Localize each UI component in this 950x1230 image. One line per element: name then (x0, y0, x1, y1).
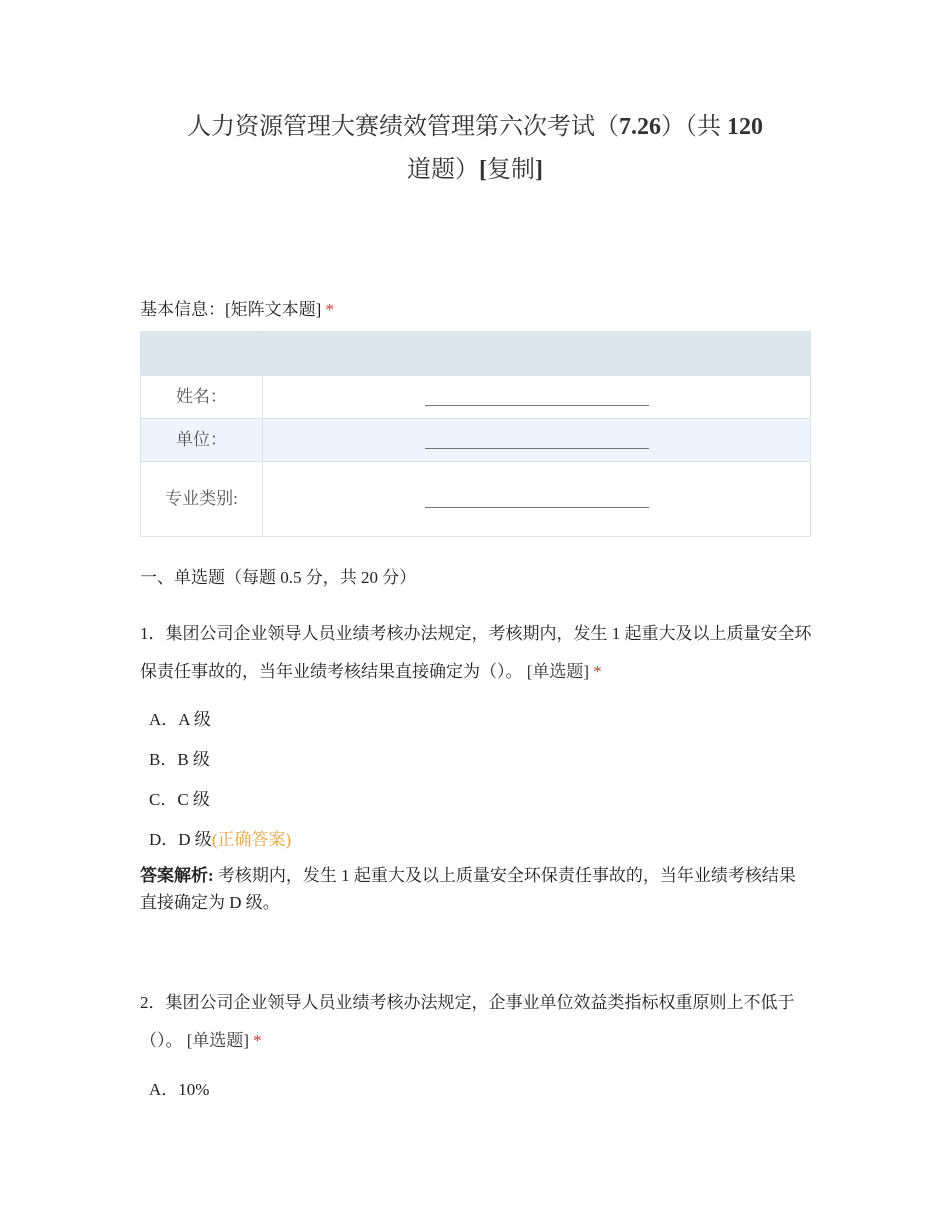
basic-info-label-text: 基本信息：[矩阵文本题] (140, 300, 322, 319)
question-type-tag: [单选题] (526, 662, 590, 681)
title-date: 7.26 (619, 114, 661, 140)
unit-input-blank[interactable] (425, 434, 649, 449)
option-text: D．D 级 (149, 830, 212, 849)
option-text: A．10% (149, 1080, 210, 1099)
title-text: 人力资源管理大赛绩效管理第六次考试（ (187, 114, 619, 140)
matrix-cell (263, 376, 811, 419)
answer-analysis (140, 862, 812, 916)
analysis-label: 答案解析: (140, 866, 214, 885)
matrix-header-cell (263, 332, 811, 376)
correct-answer-tag: (正确答案) (211, 830, 292, 849)
option-c[interactable] (149, 785, 210, 810)
category-input-blank[interactable] (425, 493, 649, 508)
title-copy-tag: 复制 (487, 157, 535, 183)
question-text: 1．集团公司企业领导人员业绩考核办法规定，考核期内，发生 1 起重大及以上质量安全环保责任事故的，当年业绩考核结果直接确定为（）。 (140, 624, 812, 681)
section-heading: 一、单选题（每题 0.5 分，共 20 分） (140, 568, 417, 587)
matrix-header-row (141, 332, 811, 376)
title-text: 道题） (407, 157, 479, 183)
title-bracket: [ (479, 157, 487, 183)
option-a[interactable] (149, 705, 211, 730)
matrix-row-unit (141, 419, 811, 462)
basic-info-label (140, 295, 334, 320)
matrix-row-name (141, 376, 811, 419)
option-d[interactable] (149, 825, 291, 850)
required-mark: * (325, 300, 334, 319)
option-text: B．B 级 (149, 750, 210, 769)
question-1 (140, 615, 812, 691)
required-mark: * (253, 1031, 262, 1050)
option-text: C．C 级 (149, 790, 210, 809)
matrix-cell (263, 419, 811, 462)
matrix-row-category (141, 462, 811, 537)
question-type-tag: [单选题] (186, 1031, 250, 1050)
title-count: 120 (727, 114, 763, 140)
matrix-cell (263, 462, 811, 537)
option-a[interactable] (149, 1075, 209, 1100)
question-text: 2．集团公司企业领导人员业绩考核办法规定，企事业单位效益类指标权重原则上不低于（）。 (140, 993, 795, 1050)
matrix-header-cell (141, 332, 263, 376)
matrix-row-label: 专业类别: (141, 462, 263, 537)
analysis-text: 考核期内，发生 1 起重大及以上质量安全环保责任事故的，当年业绩考核结果直接确定为 D 级。 (140, 866, 796, 912)
title-text: ）（共 (661, 114, 727, 140)
option-text: A．A 级 (149, 710, 211, 729)
required-mark: * (593, 662, 602, 681)
question-2 (140, 984, 812, 1060)
name-input-blank[interactable] (425, 391, 649, 406)
matrix-row-label: 单位： (141, 419, 263, 462)
page-title (150, 106, 800, 192)
option-b[interactable] (149, 745, 210, 770)
matrix-row-label: 姓名： (141, 376, 263, 419)
basic-info-matrix (140, 331, 811, 537)
title-bracket: ] (535, 157, 543, 183)
